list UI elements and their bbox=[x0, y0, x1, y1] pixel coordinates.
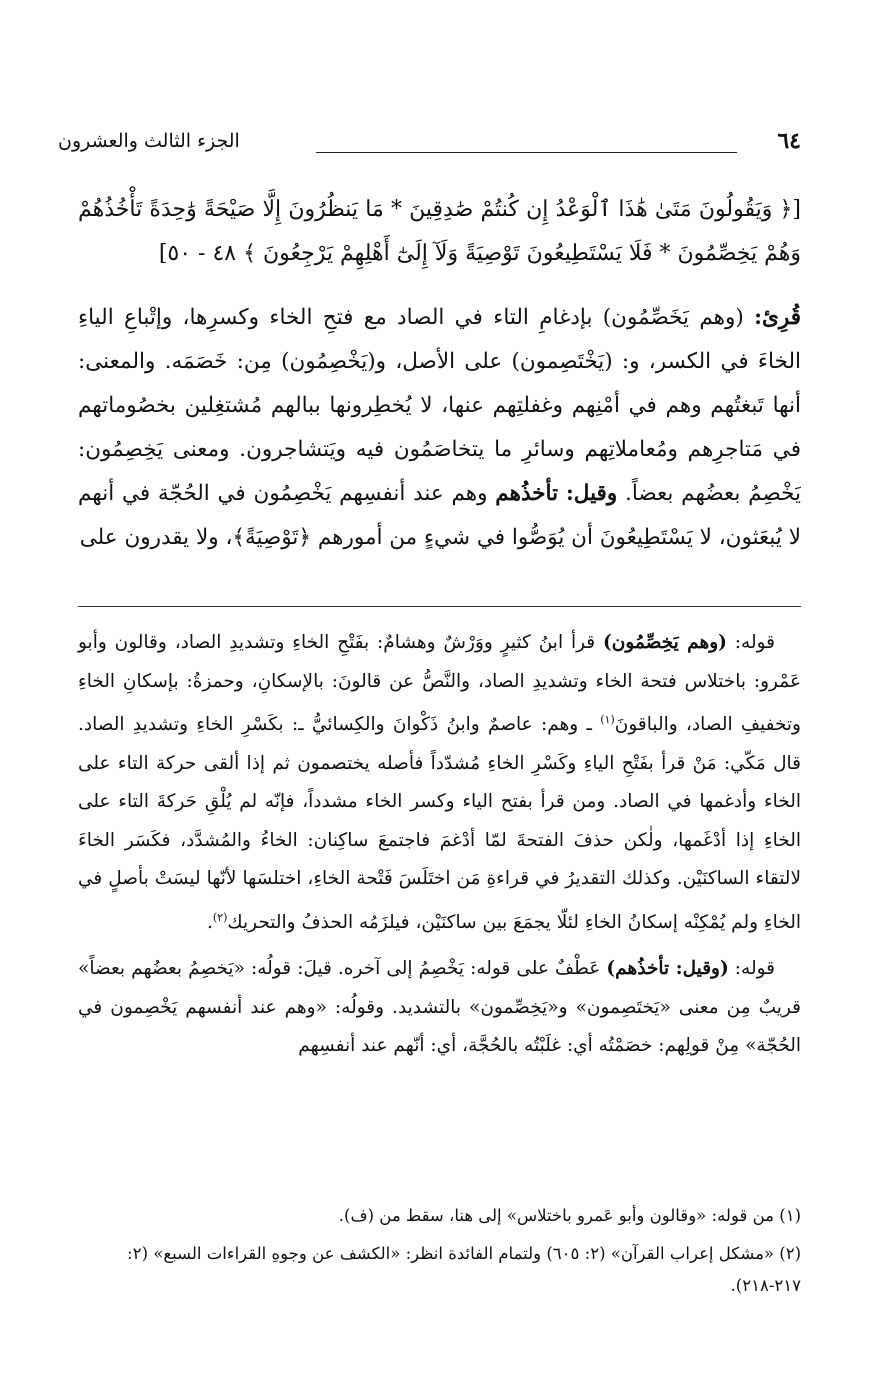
commentary-text-a: قرأ ابنُ كثيرٍ ووَرْشٌ وهشامٌ: بفَتْحِ الخاءِ وتشديدِ الصاد، وقالون وأبو عَمْرو: باختلاس فتحة الخاء وتشديدِ الصاد، والنَّصُّ عن قالونَ: بالإسكانِ، وحمزةُ: بإسكانِ الخاءِ وتخفيفِ الصاد، والباقونَ bbox=[78, 632, 801, 736]
commentary-lead-2: قوله: bbox=[734, 958, 775, 980]
footnotes bbox=[78, 1200, 801, 1308]
commentary-paragraph-1: قوله: (وهم يَخِصِّمُون) قرأ ابنُ كثيرٍ ووَرْشٌ وهشامٌ: بفَتْحِ الخاءِ وتشديدِ الصاد، وقالون وأبو عَمْرو: باختلاس فتحة الخاء وتشديدِ الصاد، والنَّصُّ عن قالونَ: بالإسكانِ، وحمزةُ: بإسكانِ الخاءِ وتخفيفِ الصاد، والباقونَ$^{(١)}$ ـ وهم: عاصمٌ وابنُ ذَكْوانَ والكِسائيُّ ـ: بكَسْرِ الخاءِ وتشديدِ الصاد. قال مَكّي: مَنْ قرأ بفَتْحِ الياءِ وكَسْرِ الخاءِ مُشدّداً فأصله يختصمون ثم إذا ألقى حركة التاء على الخاء وأدغمها في الصاد. ومن قرأ بفتح الياء وكسر الخاء مشدداً، فإنّه لم يُلْقِ حَركةَ التاء على الخاءِ إذا أدْغَمها، ولٰكن حذفَ الفتحةَ لمّا أدْغمَ فاجتمعَ ساكِنان: الخاءُ والمُشدَّد، فكَسَر الخاءَ لالتقاء الساكنَيْن. وكذلك التقديرُ في قراءةِ مَن اختَلَسَ فَتْحة الخاءِ، اختلسَها لأنّها ليسَتْ بأصلٍ في الخاءِ ولم يُمْكِنْه إسكانُ الخاءِ لئلّا يجمَعَ بين ساكنَيْن، فيلزَمُه الحذفُ والتحريك$^{(٢)}$. bbox=[78, 632, 801, 933]
verse-text: [﴿ وَيَقُولُونَ مَتَىٰ هَٰذَا ٱلْوَعْدُ إِن كُنتُمْ صَٰدِقِينَ * مَا يَنظُرُونَ إِلَّا صَيْحَةً وَٰحِدَةً تَأْخُذُهُمْ وَهُمْ يَخِصِّمُونَ * فَلَا يَسْتَطِيعُونَ تَوْصِيَةً وَلَآ إِلَىٰٓ أَهْلِهِمْ يَرْجِعُونَ ﴾ bbox=[78, 197, 801, 266]
commentary-paragraph-2 bbox=[78, 950, 801, 1066]
commentary-text-b: ـ وهم: عاصمٌ وابنُ ذَكْوانَ والكِسائيُّ ـ: بكَسْرِ الخاءِ وتشديدِ الصاد. قال مَكّي: مَنْ قرأ بفَتْحِ الياءِ وكَسْرِ الخاءِ مُشدّداً فأصله يختصمون ثم إذا ألقى حركة التاء على الخاء وأدغمها في الصاد. ومن قرأ بفتح الياء وكسر الخاء مشدداً، فإنّه لم يُلْقِ حَركةَ التاء على الخاءِ إذا أدْغَمها، ولٰكن حذفَ الفتحةَ لمّا أدْغمَ فاجتمعَ ساكِنان: الخاءُ والمُشدَّد، فكَسَر الخاءَ لالتقاء الساكنَيْن. وكذلك التقديرُ في قراءةِ مَن اختَلَسَ فَتْحة الخاءِ، اختلسَها لأنّها ليسَتْ بأصلٍ في الخاءِ ولم يُمْكِنْه إسكانُ الخاءِ لئلّا يجمَعَ بين ساكنَيْن، فيلزَمُه الحذفُ والتحريك bbox=[78, 714, 801, 933]
footer-separator bbox=[78, 606, 801, 607]
qila-word: وقيل: bbox=[565, 481, 618, 506]
footnote-1: (١) من قوله: «وقالون وأبو عَمرو باختلاس» إلى هنا، سقط من (ف). bbox=[338, 1206, 801, 1225]
commentary-lead: قوله: bbox=[734, 632, 775, 653]
quran-verse bbox=[78, 188, 801, 288]
commentary-quoted-phrase: (وهم يَخِصِّمُون) bbox=[603, 632, 727, 653]
verse-reference: ٤٨ - ٥٠] bbox=[158, 241, 237, 266]
main-commentary bbox=[78, 296, 801, 606]
footnote-marker-1[interactable]: (١) bbox=[600, 713, 615, 726]
commentary-quoted-phrase-2: (وقيل: تأخذُهم) bbox=[606, 958, 729, 980]
footnote-marker-2[interactable]: (٢) bbox=[212, 910, 228, 924]
body-quote: ﴿تَوْصِيَةً﴾ bbox=[232, 525, 311, 550]
ta-khudhuhum-word: تأخذُهم bbox=[495, 481, 559, 506]
body-paragraph-2: وهم عند أنفسِهم يَخْصِمُون في الحُجّة في أنهم لا يُبعَثون، لا يَسْتَطِيعُونَ أن يُوَصُّوا في شيءٍ من أمورهم bbox=[78, 481, 801, 550]
header-rule bbox=[316, 152, 737, 153]
marginal-commentary bbox=[78, 624, 801, 1074]
body-paragraph-2-end: ، ولا يقدرون على bbox=[79, 525, 233, 550]
body-paragraph-1: (وهم يَخَصِّمُون) بإدغامِ التاء في الصاد مع فتحِ الخاء وكسرِها، وإتْباعِ الياءِ الخاءَ في الكسر، و: (يَخْتَصِمون) على الأصل، و(يَخْصِمُون) مِن: خَصَمَه. والمعنى: أنها تَبغتُهم وهم في أمْنِهم وغفلتِهم عنها، لا يُخطِرونها ببالهم مُشتغِلين بخصُوماتهم في مَتاجرِهم ومُعاملاتِهم وسائرِ ما يتخاصَمُون فيه ويَتشاجرون. ومعنى يَخِصِمُون: يَخْصِمُ بعضُهم بعضاً. bbox=[78, 305, 801, 506]
page-header bbox=[58, 128, 801, 162]
footnote-2: (٢) «مشكل إعراب القرآن» (٢: ٦٠٥) ولتمام الفائدة انظر: «الكشف عن وجوهِ القراءات السبع» (٢: ٢١٧-٢١٨). bbox=[127, 1244, 801, 1295]
commentary-text-c: عَطْفٌ على قوله: يَخْصِمُ إلى آخره. قيلَ: قولُه: «يَخصِمُ بعضُهم بعضاً» قريبٌ مِن معنى «يَختَصِمون» و«يَخِصِّمون» بالتشديد. وقولُه: «وهم عند أنفسهم يَخْصِمون في الحُجّة» مِنْ قولِهم: خصَمْتُه أي: غلَبْتُه بالحُجَّة، أي: أنّهم عند أنفسِهم bbox=[78, 958, 801, 1057]
page-number: ٦٤ bbox=[777, 128, 801, 154]
running-title: الجزء الثالث والعشرون bbox=[58, 130, 240, 152]
lead-word: قُرِئ: bbox=[754, 305, 801, 330]
